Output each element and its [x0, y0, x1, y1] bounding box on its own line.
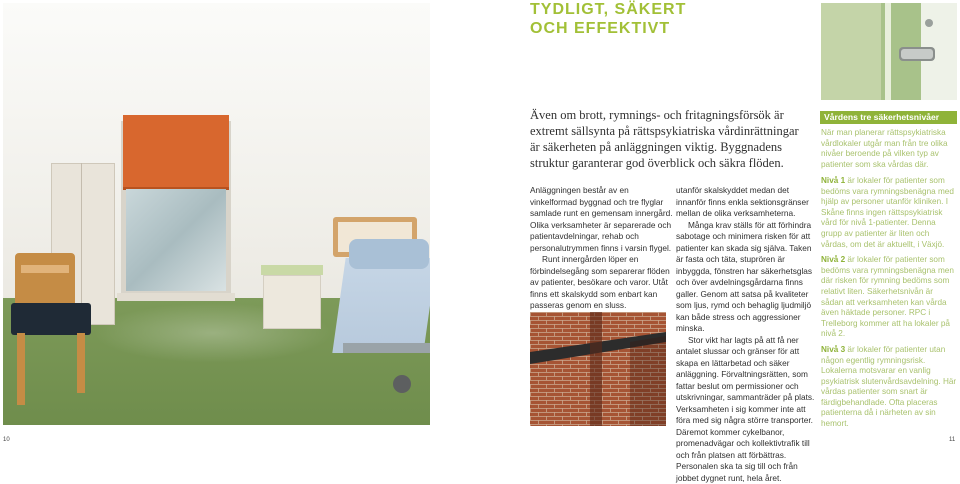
security-level-item — [821, 255, 957, 340]
wardrobe-door-seam — [81, 163, 82, 323]
patient-room-photo — [3, 3, 430, 425]
window-sill — [117, 293, 235, 301]
orange-window-blind — [123, 115, 229, 190]
bedside-table-top — [261, 265, 323, 275]
security-level-text: är lokaler för patienter utan någon egentlig rymningsrisk. Lokalerna motsvarar en vanlig psykiatrisk slutenvårdsavdelning. Här vårdas patienter som snart är färdigbehandlade. Ofta placeras patienterna då i närheten av sin hemort. — [821, 345, 956, 428]
security-level-text: är lokaler för patienter som bedöms vara rymningsbenägna men där risken för rymning bedöms som relativt liten. Säkerhetsnivån är sådan att verksamheten kan vårda även häktade personer. RPC i Trelleborg kommer att ha lokaler på nivå 2. — [821, 255, 954, 338]
bedside-table — [263, 275, 321, 329]
article-heading — [530, 0, 750, 38]
brick-facade-illustration — [530, 312, 666, 426]
page-number-right: 11 — [949, 437, 955, 443]
chair-leg — [77, 333, 85, 393]
sidebar-intro-text: När man planerar rättspsykiatriska vårdlokaler utgår man från tre olika nivåer beroende på vilken typ av patienter som ska vårdas där. — [821, 128, 957, 170]
bed-pillow — [349, 239, 429, 269]
page-number-left: 10 — [3, 437, 10, 443]
security-level-item — [821, 345, 957, 430]
security-level-label: Nivå 3 — [821, 345, 845, 354]
heading-line-1: TYDLIGT, SÄKERT — [530, 0, 750, 19]
body-paragraph: Anläggningen består av en vinkelformad byggnad och tre flyglar samlade runt en gemensam innergård. Olika verksamheter är separerade och patientavdelningar, rehab och personalutrymmen finns i varsin flygel. — [530, 185, 675, 254]
body-column-2 — [676, 185, 816, 484]
security-levels-list — [821, 176, 957, 435]
door-lock-photo — [821, 3, 957, 100]
chair-slat — [21, 265, 69, 273]
security-level-text: är lokaler för patienter som bedöms vara rymningsbenägna med hjälp av personer utanför kliniken. I Skåne finns ingen rättspsykiatrisk vård för nivå 1-patienter. Denna grupp av patienter är liten och vårdas, om det är aktuellt, i Växjö. — [821, 176, 954, 249]
body-paragraph: Stor vikt har lagts på att få ner antalet slussar och gränser för att skapa en lättarbetad och säker anläggning. Förvaltningsrätten, som fattar beslut om permissioner och utskrivningar, sammanträder på plats. Verksamheten i sig kommer inte att föra med sig några större transporter. Däremot kommer cykelbanor, promenadvägar och kollektivtrafik till och från platsen att förbättras. Personalen ska ta sig till och från jobbet dygnet runt, hela året. — [676, 335, 816, 484]
body-paragraph: Runt innergården löper en förbindelsegång som separerar flöden av patienter, besökare och varor. Utåt finns ett skalskydd som enbart kan passeras genom en sluss. — [530, 254, 675, 323]
article-intro: Även om brott, rymnings- och fritagningsförsök är extremt sällsynta på rättspsykiatriska vårdinrättningar är säkerheten på anläggningen viktig. Byggnadens struktur garanterar god överblick och säkra flöden. — [530, 107, 800, 171]
chair-seat — [11, 303, 91, 335]
security-level-label: Nivå 1 — [821, 176, 845, 185]
bed-mattress — [332, 258, 430, 353]
sidebar-title: Vårdens tre säkerhetsnivåer — [820, 111, 957, 124]
bed-wheel — [393, 375, 411, 393]
sidebar-intro — [821, 128, 957, 175]
door-lock-illustration — [821, 3, 957, 100]
security-level-label: Nivå 2 — [821, 255, 845, 264]
body-paragraph: Många krav ställs för att förhindra sabotage och minimera risken för att patienter kan skada sig själva. Taken är fasta och täta, stuprören är inbyggda, fönstren har säkerhetsglas och över avdelningsgårdarna finns galler. Genom att satsa på kvaliteter som ljus, rymd och behaglig ljudmiljö kan både stress och aggressioner minska. — [676, 220, 816, 335]
body-column-1 — [530, 185, 675, 323]
brick-facade-photo — [530, 312, 666, 426]
bed-frame — [343, 343, 430, 353]
chair-leg — [17, 333, 25, 405]
security-level-item — [821, 176, 957, 250]
window-glass — [126, 189, 226, 291]
body-paragraph: utanför skalskyddet medan det innanför finns enkla sektionsgränser mellan de olika verksamheterna. — [676, 185, 816, 220]
heading-line-2: OCH EFFEKTIVT — [530, 19, 750, 38]
